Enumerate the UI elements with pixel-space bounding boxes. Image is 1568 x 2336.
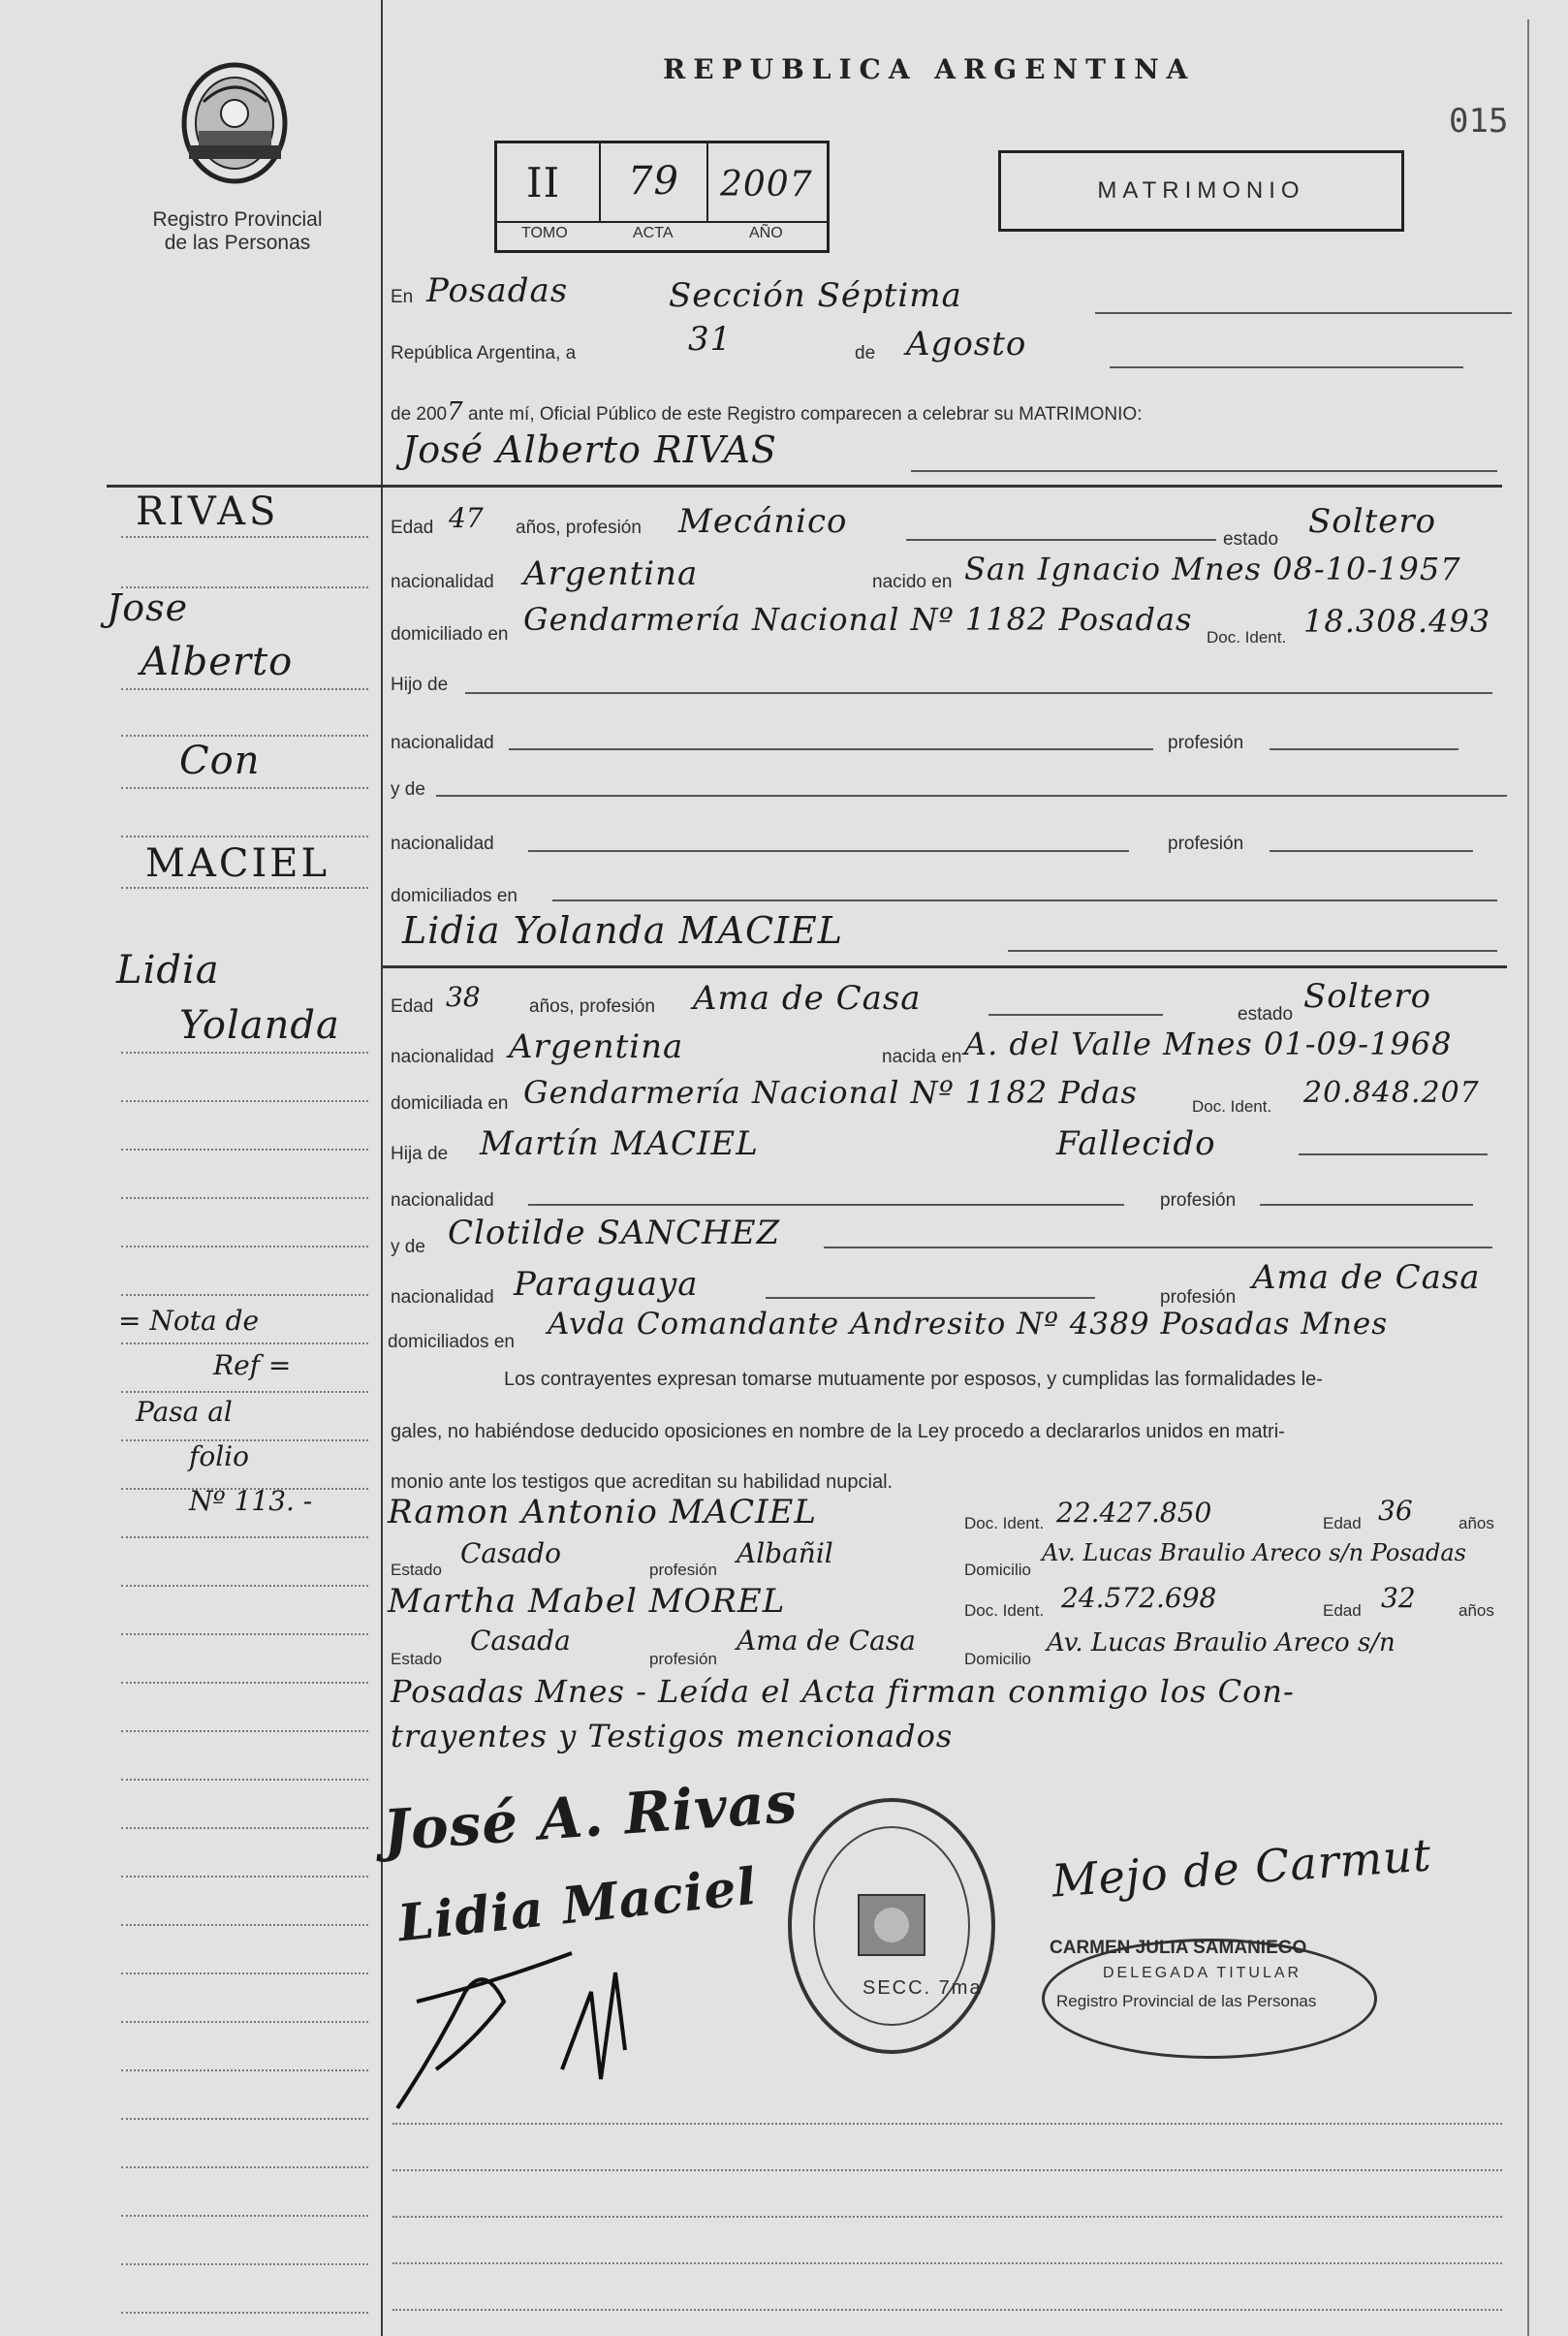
label-anios-w1: años — [1458, 1514, 1494, 1532]
anio-value: 2007 — [720, 165, 813, 205]
witness-signature-scribbles — [378, 1934, 669, 2118]
label-domiciliada-en: domiciliada en — [391, 1093, 509, 1114]
groom-signature: José A. Rivas — [381, 1769, 800, 1864]
province-coat-of-arms — [174, 53, 296, 189]
margin-note-1: = Nota de — [118, 1305, 260, 1337]
bride-signature: Lidia Maciel — [394, 1856, 760, 1954]
bride-address: Gendarmería Nacional Nº 1182 Pdas — [523, 1074, 1138, 1111]
margin-note-5: Nº 113. - — [189, 1485, 313, 1517]
margin-note-3: Pasa al — [136, 1396, 233, 1428]
label-nacido-en: nacido en — [872, 572, 953, 592]
label-nacionalidad-bride: nacionalidad — [391, 1047, 494, 1067]
label-edad-bride: Edad — [391, 996, 434, 1017]
groom-full-name: José Alberto RIVAS — [402, 428, 777, 471]
witness2-name: Martha Mabel MOREL — [388, 1582, 786, 1621]
margin-note-2: Ref = — [213, 1349, 292, 1381]
label-nacionalidad: nacionalidad — [391, 572, 494, 592]
label-domicilio-w2: Domicilio — [964, 1650, 1031, 1668]
bride-age: 38 — [446, 981, 481, 1013]
label-nacionalidad-4: nacionalidad — [391, 1190, 494, 1211]
label-nacida-en: nacida en — [882, 1047, 962, 1067]
registry-name: Registro Provincial de las Personas — [152, 208, 323, 254]
label-profesion-2: profesión — [1168, 733, 1244, 753]
label-nacionalidad-2: nacionalidad — [391, 733, 494, 753]
margin-given-2a: Lidia — [116, 948, 220, 993]
body-text-1: Los contrayentes expresan tomarse mutuamente por esposos, y cumplidas las formalidades le- — [504, 1369, 1323, 1390]
right-border — [1527, 19, 1529, 2336]
bride-father: Martín MACIEL — [480, 1124, 759, 1163]
officer-name: CARMEN JULIA SAMANIEGO — [1050, 1938, 1307, 1958]
closing-line-2: trayentes y Testigos mencionados — [391, 1718, 954, 1754]
groom-age: 47 — [449, 502, 484, 534]
label-hija-de: Hija de — [391, 1144, 449, 1164]
label-doc-ident: Doc. Ident. — [1207, 628, 1287, 647]
label-en: En — [391, 287, 414, 307]
label-domiciliado-en: domiciliado en — [391, 624, 509, 645]
label-profesion-5: profesión — [1160, 1287, 1237, 1308]
label-estado-w2: Estado — [391, 1650, 442, 1668]
label-estado-w1: Estado — [391, 1561, 442, 1579]
label-edad-w1: Edad — [1323, 1514, 1362, 1532]
bride-birthplace: A. del Valle Mnes 01-09-1968 — [964, 1026, 1453, 1062]
closing-line-1: Posadas Mnes - Leída el Acta firman conmigo los Con- — [391, 1673, 1295, 1710]
label-domicilio-w1: Domicilio — [964, 1561, 1031, 1579]
bride-father-note: Fallecido — [1056, 1124, 1216, 1163]
officer-title: DELEGADA TITULAR — [1103, 1965, 1302, 1981]
margin-given-2b: Yolanda — [179, 1003, 340, 1048]
acta-value: 79 — [628, 159, 679, 204]
bride-mother-nationality: Paraguaya — [514, 1265, 699, 1304]
act-type-box: MATRIMONIO — [998, 150, 1404, 232]
bride-status: Soltero — [1303, 977, 1432, 1016]
tomo-label: TOMO — [521, 225, 568, 241]
officer-signature: Mejo de Carmut — [1050, 1828, 1433, 1908]
body-text-3: monio ante los testigos que acreditan su habilidad nupcial. — [391, 1471, 894, 1493]
label-anios-w2: años — [1458, 1601, 1494, 1620]
tomo-value: II — [526, 159, 561, 206]
label-hijo-de: Hijo de — [391, 675, 449, 695]
day-value: 31 — [688, 320, 733, 359]
witness2-doc: 24.572.698 — [1061, 1582, 1217, 1614]
witness1-address: Av. Lucas Braulio Areco s/n Posadas — [1042, 1539, 1466, 1566]
label-doc-ident-w2: Doc. Ident. — [964, 1601, 1045, 1620]
label-anios-profesion: años, profesión — [516, 518, 642, 538]
witness1-status: Casado — [460, 1537, 561, 1569]
margin-note-4: folio — [189, 1440, 249, 1472]
bride-nationality: Argentina — [509, 1027, 684, 1066]
label-profesion-4: profesión — [1160, 1190, 1237, 1211]
label-estado-bride: estado — [1238, 1004, 1294, 1025]
margin-given-1b: Alberto — [141, 640, 294, 684]
bride-mother-profession: Ama de Casa — [1252, 1258, 1481, 1297]
label-profesion-w1: profesión — [649, 1561, 717, 1579]
groom-nationality: Argentina — [523, 554, 699, 593]
month-value: Agosto — [906, 325, 1027, 363]
officer-office: Registro Provincial de las Personas — [1056, 1992, 1317, 2010]
witness2-status: Casada — [470, 1625, 571, 1657]
label-doc-ident-w1: Doc. Ident. — [964, 1514, 1045, 1532]
label-estado: estado — [1223, 529, 1279, 550]
margin-surname-1: RIVAS — [136, 489, 280, 534]
groom-doc: 18.308.493 — [1303, 603, 1491, 640]
label-profesion-w2: profesión — [649, 1650, 717, 1668]
label-domiciliados-en: domiciliados en — [391, 886, 517, 906]
certificate-page: Registro Provincial de las Personas REPUBLICA ARGENTINA 015 II 79 2007 TOMO ACTA AÑO MATRIMONIO En Posadas Sección Séptima República Argentina, a 31 de Agosto de 2007 ante mí, Oficial Público de este Registro comparecen a celebrar su MATRIMONIO: José Alberto RIVAS Edad 47 años, profesión Mecánico estado Soltero nacionalidad Argentina nacido en San Ignacio Mnes 08-10-1957 domiciliado en Gendarmería Nacional Nº 1182 Posadas Doc. Ident. 18.308.493 Hijo de nacionalidad profesión y de nacionalidad profesión domiciliados en Lidia Yolanda MACIEL Edad 38 años, profesión Ama de Casa estado Soltero nacionalidad Argentina nacida en A. del Valle Mnes 01-09-1968 domiciliada en Gendarmería Nacional Nº 1182 Pdas Doc. Ident. 20.848.207 Hija de Martín MACIEL Fallecido nacionalidad profesión y de Clotilde SANCHEZ nacionalidad Paraguaya profesión Ama de Casa domiciliados en Avda Comandante Andresito Nº 4389 Posadas Mnes Los contrayentes expresan tomarse mutuamente por esposos, y cumplidas las formalidades le- gales, no habiéndose deducido oposiciones en nombre de la Ley procedo a declararlos unidos en matri- monio ante los testigos que acreditan su habilidad nupcial. Ramon Antonio MACIEL Doc. Ident. 22.427.850 Edad 36 años Estado Casado profesión Albañil Domicilio Av. Lucas Braulio Areco s/n Posadas Martha Mabel MOREL Doc. Ident. 24.572.698 Edad 32 años Estado Casada profesión Ama de Casa Domicilio Av. Lucas Braulio Areco s/n Posadas Mnes - Leída el Acta firman conmigo los Con- trayentes y Testigos mencionados José A. Rivas Lidia Maciel SECC. 7ma Mejo de Carmut CARMEN JULIA SAMANIEGO DELEGADA TITULAR Registro Provincial de las Personas RIVAS Jose Alberto Con MACIEL Lidia Yolanda = Nota de Ref = Pasa al folio Nº 113. - — [0, 0, 1568, 2336]
bride-mother: Clotilde SANCHEZ — [448, 1214, 781, 1252]
groom-status: Soltero — [1308, 502, 1437, 541]
label-edad-w2: Edad — [1323, 1601, 1362, 1620]
acta-label: ACTA — [633, 225, 674, 241]
city-value: Posadas — [426, 271, 569, 310]
bride-doc: 20.848.207 — [1303, 1076, 1480, 1110]
witness2-profession: Ama de Casa — [737, 1625, 916, 1657]
registry-round-stamp — [783, 1793, 1001, 2060]
section-value: Sección Séptima — [669, 276, 962, 315]
officer-stamp — [1042, 1939, 1377, 2059]
label-nacionalidad-3: nacionalidad — [391, 834, 494, 854]
margin-surname-2: MACIEL — [145, 841, 330, 886]
witness2-address: Av. Lucas Braulio Areco s/n — [1047, 1628, 1396, 1657]
label-y-de: y de — [391, 779, 425, 800]
margin-given-1a: Jose — [107, 586, 189, 629]
groom-birthplace: San Ignacio Mnes 08-10-1957 — [964, 551, 1461, 587]
bride-full-name: Lidia Yolanda MACIEL — [402, 909, 844, 952]
label-anios-profesion-bride: años, profesión — [529, 996, 655, 1017]
bride-parents-address: Avda Comandante Andresito Nº 4389 Posadas Mnes — [548, 1307, 1389, 1342]
witness1-age: 36 — [1378, 1495, 1413, 1527]
label-domiciliados-en-2: domiciliados en — [388, 1332, 515, 1352]
record-number-box — [494, 141, 830, 253]
margin-con: Con — [179, 739, 261, 783]
groom-address: Gendarmería Nacional Nº 1182 Posadas — [523, 601, 1193, 638]
label-de-month: de — [855, 343, 876, 363]
anio-label: AÑO — [749, 225, 783, 241]
label-y-de-2: y de — [391, 1237, 425, 1257]
year-line: de 2007 ante mí, Oficial Público de este Registro comparecen a celebrar su MATRIMONIO: — [391, 397, 1143, 426]
groom-profession: Mecánico — [678, 502, 848, 541]
witness2-age: 32 — [1381, 1582, 1416, 1614]
body-text-2: gales, no habiéndose deducido oposiciones en nombre de la Ley procedo a declararlos unidos en matri- — [391, 1421, 1285, 1442]
bride-profession: Ama de Casa — [693, 979, 922, 1018]
witness1-profession: Albañil — [737, 1537, 833, 1569]
witness1-doc: 22.427.850 — [1056, 1497, 1212, 1529]
label-profesion-3: profesión — [1168, 834, 1244, 854]
folio-number: 015 — [1449, 102, 1509, 141]
country-title: REPUBLICA ARGENTINA — [663, 53, 1196, 85]
label-doc-ident-bride: Doc. Ident. — [1192, 1097, 1272, 1116]
round-stamp-center-text: SECC. 7ma — [862, 1977, 983, 1999]
label-republica: República Argentina, a — [391, 343, 577, 363]
witness1-name: Ramon Antonio MACIEL — [388, 1493, 817, 1531]
label-nacionalidad-5: nacionalidad — [391, 1287, 494, 1308]
